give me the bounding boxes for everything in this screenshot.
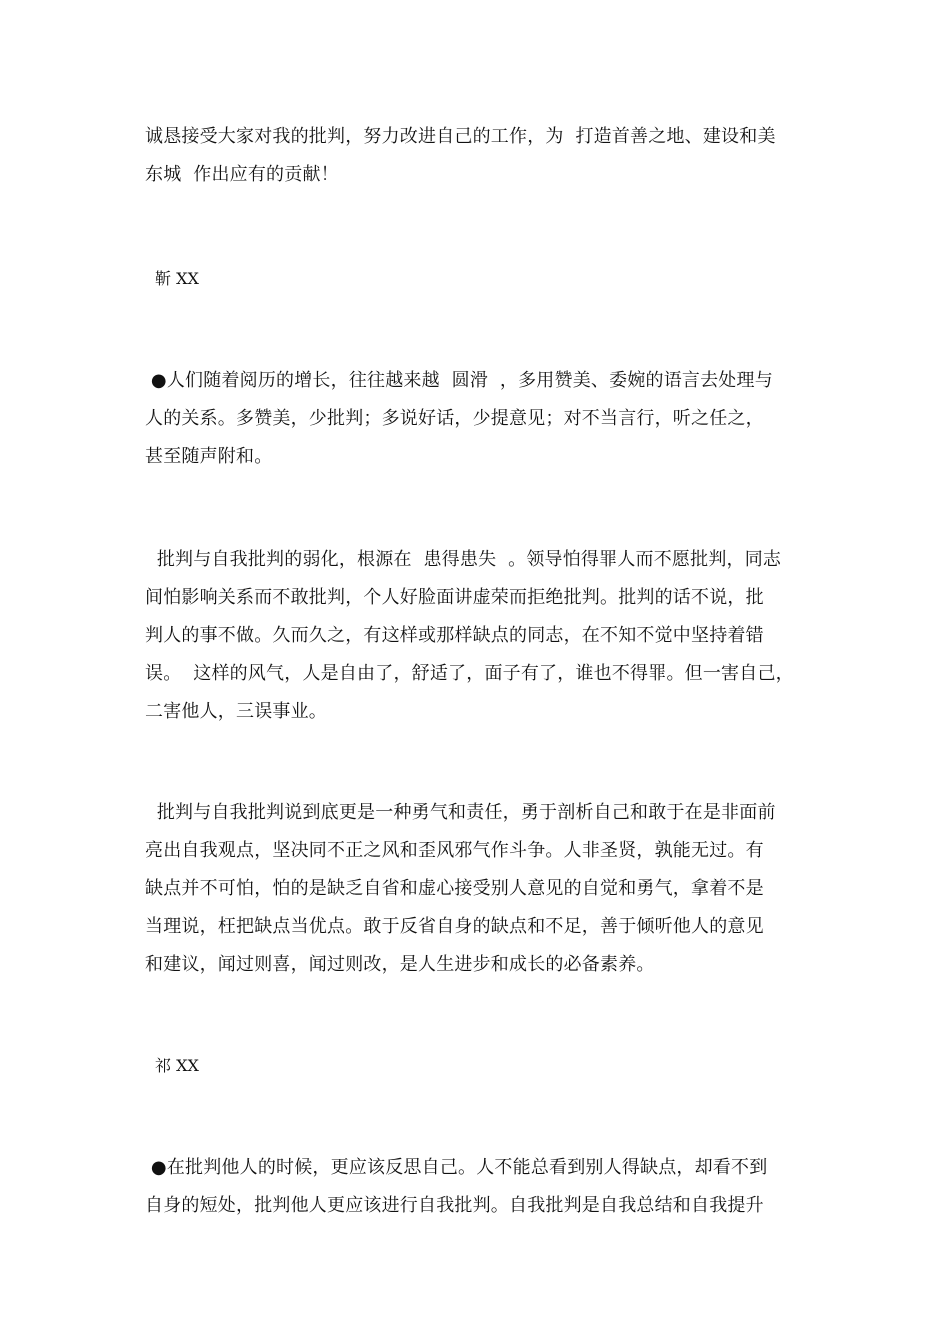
paragraph-line: 缺点并不可怕，怕的是缺乏自省和虚心接受别人意见的自觉和勇气，拿着不是 <box>145 878 764 899</box>
paragraph-line: 当理说，枉把缺点当优点。敢于反省自身的缺点和不足，善于倾听他人的意见 <box>145 916 764 937</box>
paragraph-line: 诚恳接受大家对我的批判，努力改进自己的工作，为 打造首善之地、建设和美 <box>145 126 776 147</box>
paragraph-line: 二害他人，三误事业。 <box>145 701 327 722</box>
paragraph-line: 和建议，闻过则喜，闻过则改，是人生进步和成长的必备素养。 <box>145 954 655 975</box>
paragraph-line: 亮出自我观点，坚决同不正之风和歪风邪气作斗争。人非圣贤，孰能无过。有 <box>145 840 764 861</box>
paragraph-line: 批判与自我批判说到底更是一种勇气和责任，勇于剖析自己和敢于在是非面前 <box>145 802 776 823</box>
paragraph-line: 误。 这样的风气，人是自由了，舒适了，面子有了，谁也不得罪。但一害自己， <box>145 663 794 684</box>
signature-name: 祁 XX <box>155 1056 199 1075</box>
signature-name: 靳 XX <box>155 269 199 288</box>
paragraph-line: 自身的短处，批判他人更应该进行自我批判。自我批判是自我总结和自我提升 <box>145 1195 764 1216</box>
paragraph-line: 人的关系。多赞美，少批判；多说好话，少提意见；对不当言行，听之任之， <box>145 408 764 429</box>
paragraph-line: ●人们随着阅历的增长，往往越来越 圆滑 ，多用赞美、委婉的语言去处理与 <box>145 370 773 391</box>
paragraph-line: 批判与自我批判的弱化，根源在 患得患失 。领导怕得罪人而不愿批判，同志 <box>145 549 782 570</box>
paragraph-line: 判人的事不做。久而久之，有这样或那样缺点的同志，在不知不觉中坚持着错 <box>145 625 764 646</box>
paragraph-line: ●在批判他人的时候，更应该反思自己。人不能总看到别人得缺点，却看不到 <box>145 1157 768 1178</box>
paragraph-line: 甚至随声附和。 <box>145 446 273 467</box>
paragraph-line: 间怕影响关系而不敢批判，个人好脸面讲虚荣而拒绝批判。批判的话不说，批 <box>145 587 764 608</box>
paragraph-line: 东城 作出应有的贡献！ <box>145 164 339 185</box>
